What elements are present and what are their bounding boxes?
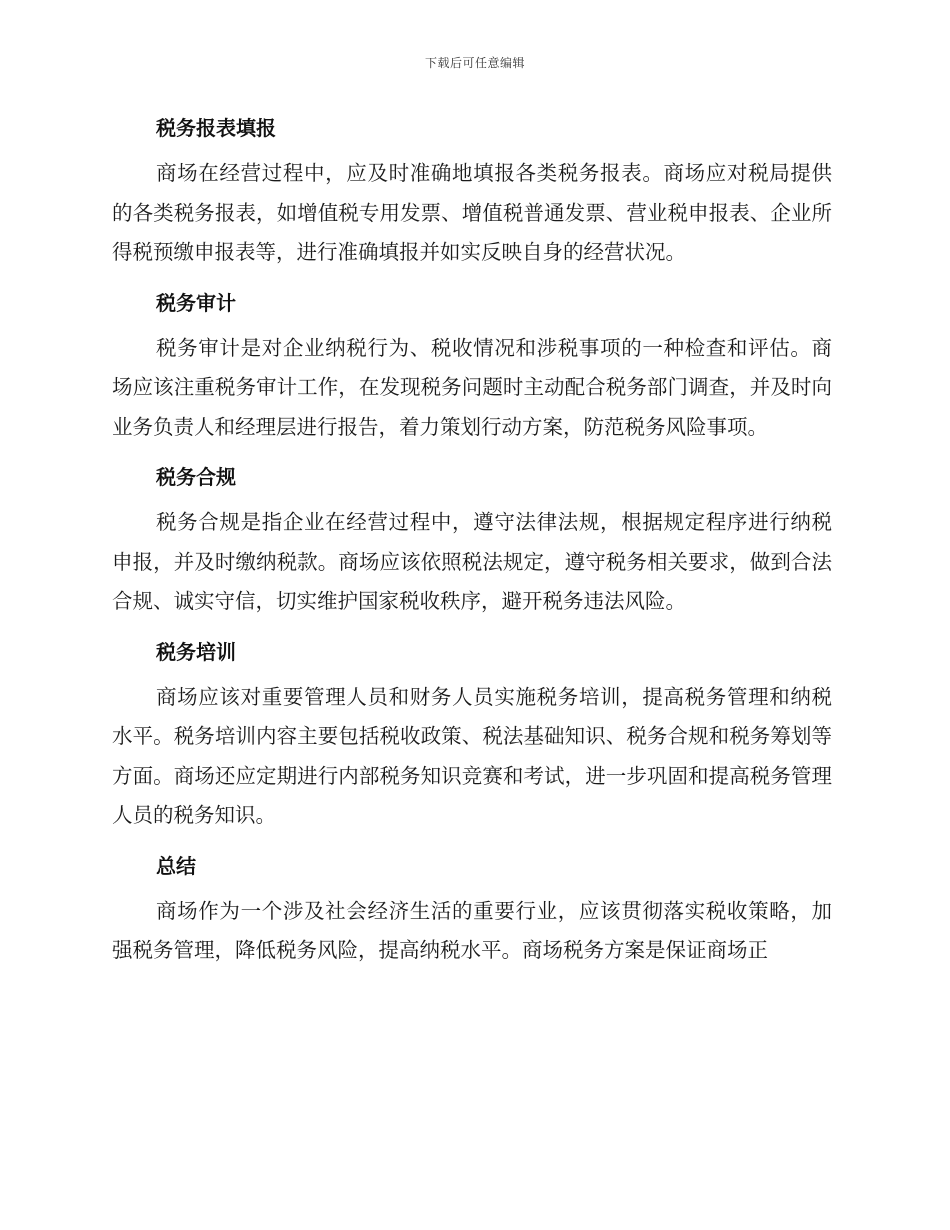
document-body <box>112 108 832 981</box>
section-paragraph-tax-reporting: 商场在经营过程中，应及时准确地填报各类税务报表。商场应对税局提供的各类税务报表，如增值税专用发票、增值税普通发票、营业税申报表、企业所得税预缴申报表等，进行准确填报并如实反映自身的经营状况。 <box>112 161 832 264</box>
section-heading-tax-audit: 税务审计 <box>156 290 236 315</box>
section-paragraph-tax-training: 商场应该对重要管理人员和财务人员实施税务培训，提高税务管理和纳税水平。税务培训内容主要包括税收政策、税法基础知识、税务合规和税务筹划等方面。商场还应定期进行内部税务知识竞赛和考试，进一步巩固和提高税务管理人员的税务知识。 <box>112 684 832 827</box>
header-note: 下载后可任意编辑 <box>424 56 525 70</box>
section-heading-tax-training: 税务培训 <box>156 639 236 664</box>
section-heading-tax-reporting: 税务报表填报 <box>156 116 276 140</box>
section-paragraph-tax-compliance: 税务合规是指企业在经营过程中，遵守法律法规，根据规定程序进行纳税申报，并及时缴纳税款。商场应该依照税法规定，遵守税务相关要求，做到合法合规、诚实守信，切实维护国家税收秩序，避开税务违法风险。 <box>112 510 832 613</box>
section-paragraph-summary: 商场作为一个涉及社会经济生活的重要行业，应该贯彻落实税收策略，加强税务管理，降低税务风险，提高纳税水平。商场税务方案是保证商场正 <box>112 898 832 962</box>
section-heading-tax-compliance: 税务合规 <box>156 465 236 489</box>
section-paragraph-tax-audit: 税务审计是对企业纳税行为、税收情况和涉税事项的一种检查和评估。商场应该注重税务审计工作，在发现税务问题时主动配合税务部门调查，并及时向业务负责人和经理层进行报告，着力策划行动方案，防范税务风险事项。 <box>112 335 832 439</box>
section-heading-summary: 总结 <box>156 853 196 878</box>
